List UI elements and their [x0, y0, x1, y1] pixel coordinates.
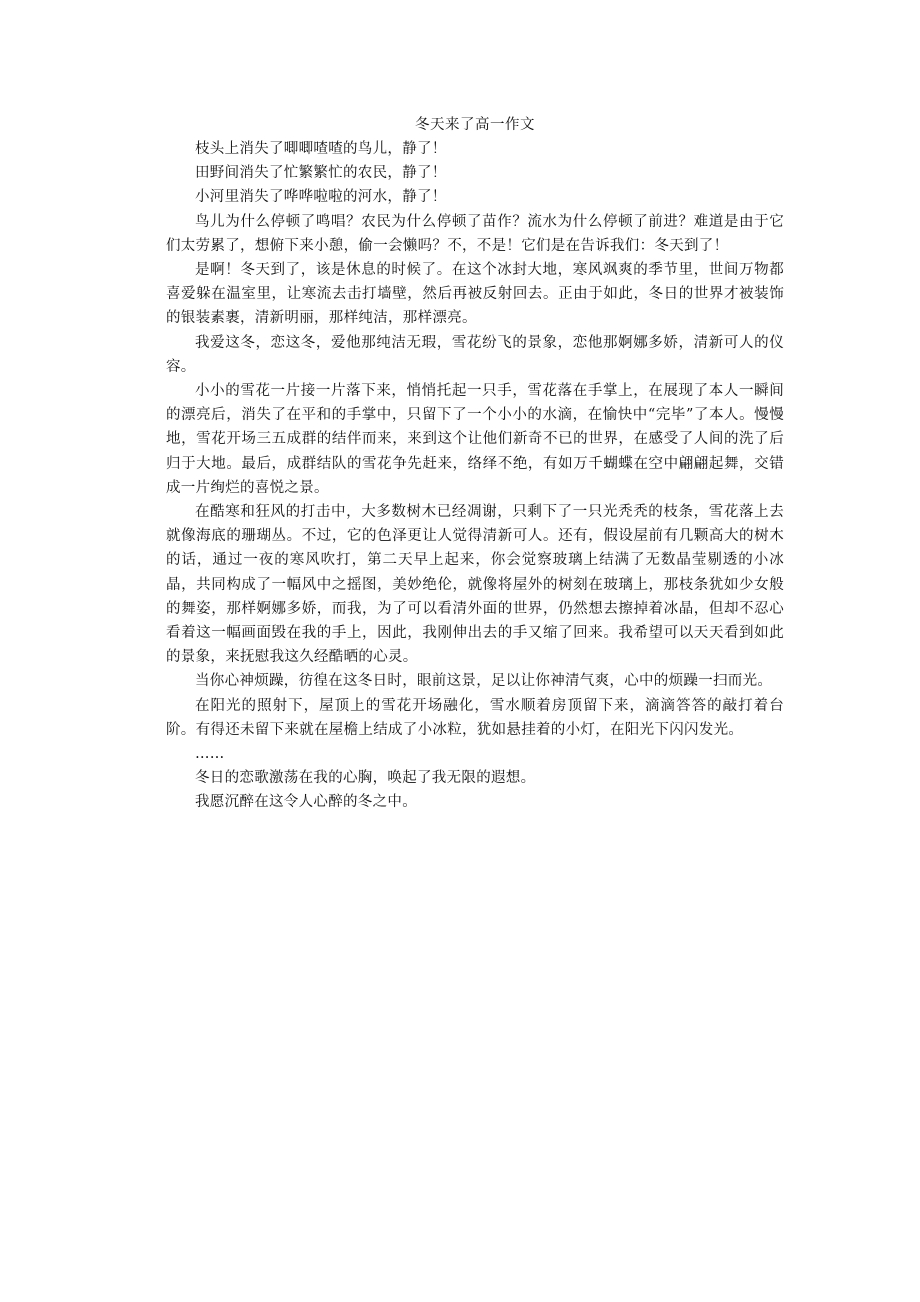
paragraph: 田野间消失了忙繁繁忙的农民，静了！ — [195, 165, 447, 182]
paragraph: 小河里消失了哗哗啦啦的河水，静了！ — [195, 189, 447, 206]
paragraph: 小小的雪花一片接一片落下来，悄悄托起一只手，雪花落在手掌上，在展现了本人一瞬间的漂亮后，消失了在平和的手掌中，只留下了一个小小的水滴，在愉快中“完毕”了本人。慢慢地，雪花开场三五成群的结伴而来，来到这个让他们新奇不已的世界，在感受了人间的洗了后归于大地。最后，成群结队的雪花争先赶来，络绎不绝，有如万千蝴蝶在空中翩翩起舞，交错成一片绚烂的喜悦之景。 — [166, 383, 784, 496]
paragraph: 枝头上消失了唧唧喳喳的鸟儿，静了！ — [195, 141, 447, 157]
paragraph: …… — [195, 746, 225, 763]
paragraph: 在阳光的照射下，屋顶上的雪花开场融化，雪水顺着房顶留下来，滴滴答答的敲打着台阶。有得还未留下来就在屋檐上结成了小冰粒，犹如悬挂着的小灯，在阳光下闪闪发光。 — [166, 697, 784, 738]
paragraph: 鸟儿为什么停顿了鸣唱？农民为什么停顿了苗作？流水为什么停顿了前进？难道是由于它们太劳累了，想俯下来小憩，偷一会懒吗？不，不是！它们是在告诉我们：冬天到了！ — [166, 213, 784, 254]
paragraph: 在酷寒和狂风的打击中，大多数树木已经凋谢，只剩下了一只光秃秃的枝条，雪花落上去就像海底的珊瑚丛。不过，它的色泽更让人觉得清新可人。还有，假设屋前有几颗高大的树木的话，通过一夜的寒风吹打，第二天早上起来，你会觉察玻璃上结满了无数晶莹剔透的小冰晶，共同构成了一幅风中之摇图，美妙绝伦，就像将屋外的树刻在玻璃上，那枝条犹如少女般的舞姿，那样婀娜多娇，而我，为了可以看清外面的世界，仍然想去擦掉着冰晶，但却不忍心看着这一幅画面毁在我的手上，因此，我刚伸出去的手又缩了回来。我希望可以天天看到如此的景象，来抚慰我这久经酷晒的心灵。 — [166, 504, 784, 666]
paragraph: 我愿沉醉在这令人心醉的冬之中。 — [195, 794, 417, 811]
document-page — [166, 113, 784, 815]
document-title: 冬天来了高一作文 — [415, 117, 535, 133]
paragraph: 冬日的恋歌激荡在我的心胸，唤起了我无限的遐想。 — [195, 770, 536, 787]
paragraph: 当你心神烦躁，彷徨在这冬日时，眼前这景，足以让你神清气爽，心中的烦躁一扫而光。 — [195, 673, 773, 690]
paragraph: 是啊！冬天到了，该是休息的时候了。在这个冰封大地，寒风飒爽的季节里，世间万物都喜爱躲在温室里，让寒流去击打墙壁，然后再被反射回去。正由于如此，冬日的世界才被装饰的银装素裹，清新明丽，那样纯洁，那样漂亮。 — [166, 262, 784, 327]
paragraph: 我爱这冬，恋这冬，爱他那纯洁无瑕，雪花纷飞的景象，恋他那婀娜多娇，清新可人的仪容。 — [166, 334, 784, 375]
